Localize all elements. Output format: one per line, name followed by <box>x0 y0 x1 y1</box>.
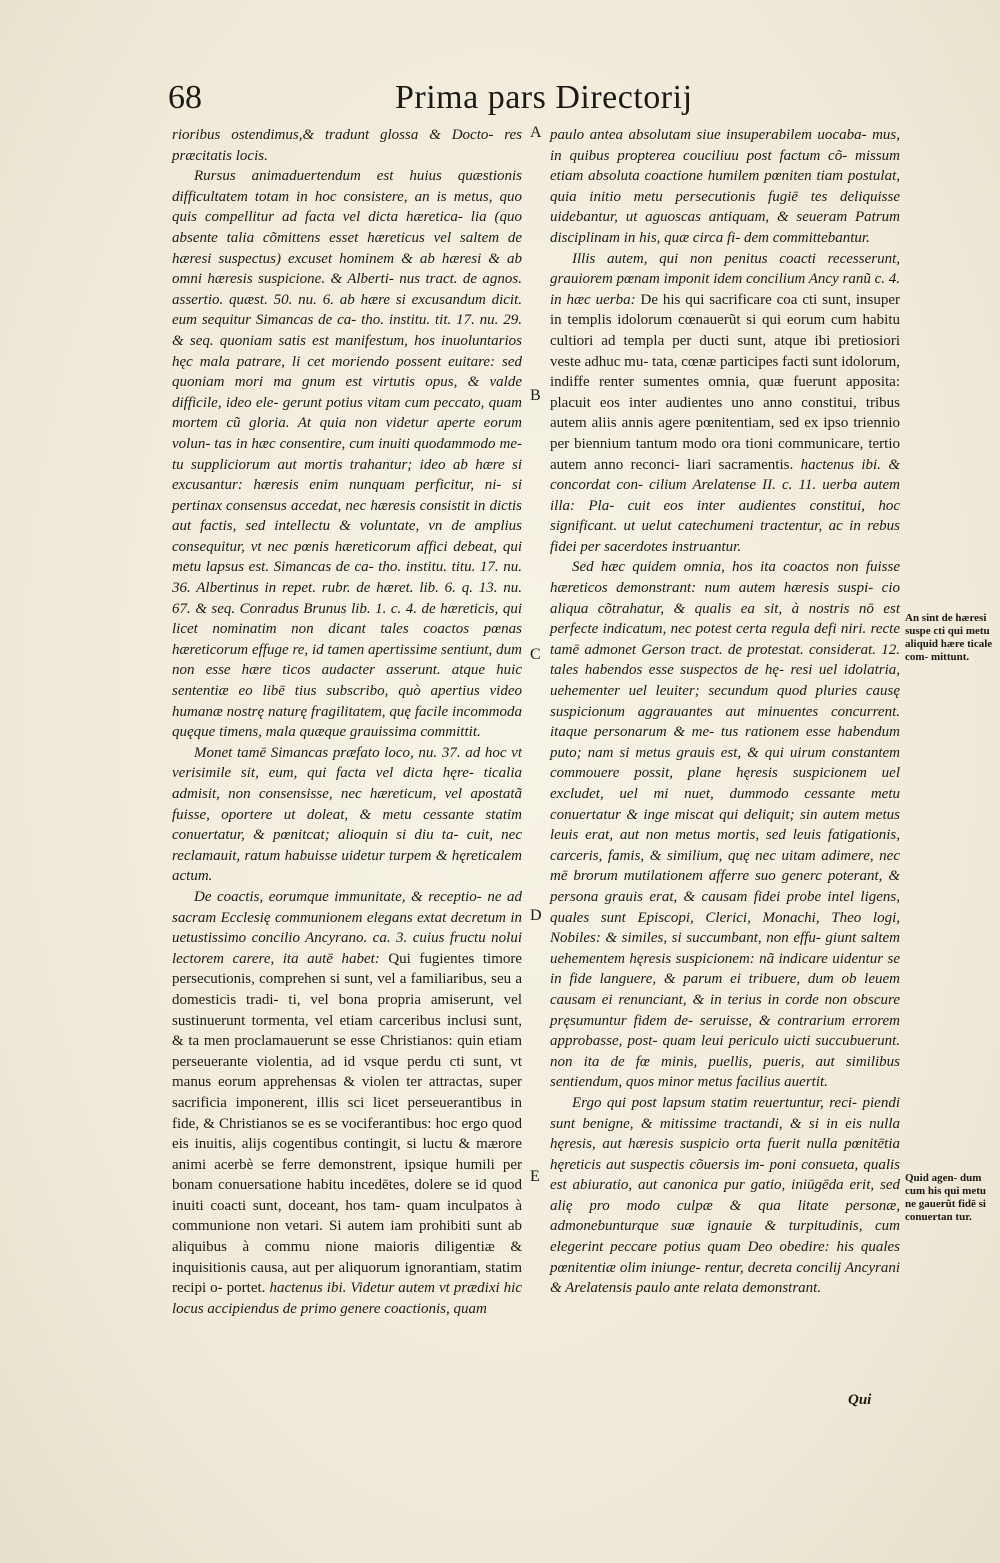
left-paragraph-2: Rursus animaduertendum est huius quæstionis difficultatem totam in hoc consistere, an is metus, quo quis compellitur ad facta vel dicta hæretica- lia (quo absente talia cõmittens esset hæreticus vel saltem de hæresi suspectus) excuset hominem & ab hæresi & ab omni hæresis suspicione. & Alberti- nus tract. de agnos. assertio. quæst. 50. nu. 6. ab hære si excusandum dicit. eum sequitur Simancas de ca- tho. institu. tit. 17. nu. 29. & seq. quoniam satis est manifestum, hos inuoluntarios hęc mala patrare, li cet moriendo possent euitare: sed quoniam mori ma gnum est virtutis opus, & valde difficile, ideo ele- gerunt potius vitam cum peccato, quam mortem cũ gloria. At quia non videtur aperte eorum volun- tas in hæc consentire, cum inuiti quodammodo me- tu suppliciorum aut mortis trahantur; ideo ab hære si excusantur: hæresis enim nunquam perficitur, ni- si pertinax consensus accedat, nec hæresis consistit in dictis aut factis, sed intellectu & voluntate, vn de amplius consequitur, vt nec pœnis hæreticorum affici debeat, qui metu lapsus est. Simancas de ca- tho. institu. titu. 17. nu. 36. Albertinus in repet. rubr. de hæret. lib. 6. q. 13. nu. 67. & seq. Conradus Brunus lib. 1. c. 4. de hæreticis, qui licet nominatim non dicant tales coactos pœnas hæreticorum effuge re, id tamen apertissime sentiunt, dum non esse hære ticos audacter asserunt. atque huic sententiæ eo libē tius subscribo, quò apertius video humanæ nostrę naturę fragilitatem, quę facile incommoda quęque timens, mala quæque grauissima committit. <box>172 168 522 741</box>
right-paragraph-2-intro: Illis autem, qui non penitus coacti recesserunt, grauiorem pœnam imponit idem concilium Ancy ranũ c. 4. in hæc uerba: <box>550 250 900 308</box>
marginal-gloss-1: An sint de hæresi suspe cti qui metu aliquid hære ticale com- mittunt. <box>905 612 993 663</box>
marginal-gloss-2: Quid agen- dum cum his qui metu ne gauerũt fidē si conuertan tur. <box>905 1172 986 1223</box>
section-letter-a: A <box>530 124 542 141</box>
section-letter-c: C <box>530 646 541 663</box>
right-paragraph-2-quote: De his qui sacrificare coa cti sunt, insuper in templis idolorum cœnauerũt si qui eorum cum habitu cultiori ad templa per ducti sunt, atque ibi pretiosiori veste adhuc mu- tata, cœnæ participes facti sunt idolorum, indiffe renter sumentes omnia, quæ fuerunt apposita: placuit eos inter audientes uno anno constitui, tribus autem aliis annis agere pœnitentiam, sed ex ipso triennio per biennium tantum modo ora tioni communicare, tertio autem anno reconci- liari sacramentis. <box>550 291 900 473</box>
left-paragraph-4-intro: De coactis, eorumque immunitate, & receptio- ne ad sacram Ecclesię communionem elegans extat decretum in uetustissimo concilio Ancyrano. ca. 3. cuius fructu nolui lectorem carere, ita autē habet: <box>172 888 522 967</box>
left-column <box>172 125 522 1319</box>
left-paragraph-1: rioribus ostendimus,& tradunt glossa & Docto- res præcitatis locis. <box>172 127 522 164</box>
running-head: Prima pars Directorij <box>395 79 693 116</box>
page-number: 68 <box>168 79 202 116</box>
catchword: Qui <box>848 1392 872 1408</box>
right-paragraph-2-tail: hactenus ibi. & concordat con- cilium Arelatense II. c. 11. uerba autem illa: Pla- cuit eos inter audientes constitui, hoc significant. ut uelut catechumeni tractentur, ac in rebus fidei per sacerdotes instruantur. <box>550 456 901 555</box>
section-letter-b: B <box>530 387 541 404</box>
left-paragraph-4 <box>172 887 522 1319</box>
right-column <box>550 125 900 1299</box>
section-letter-e: E <box>530 1168 540 1185</box>
left-paragraph-4-quote: Qui fugientes timore persecutionis, comprehen si sunt, vel a familiaribus, seu a domesticis tradi- ti, vel bona propria amiserunt, vel sustinuerunt tormenta, vel etiam carceribus inclusi sunt, & ta men proclamauerunt se esse Christianos: quin etiam perseuerante violentia, ad id vsque perdu cti sunt, vt manus eorum apprehensas & violen ter attractas, super sacrificia imponerent, illis sci licet perseuerantibus in fide, & Christianos se es se vociferantibus: hoc ergo quod eis inuitis, alijs cogentibus contingit, si luctu & mærore animi acerbè se ferre demonstrent, ipsique humili per bonam conuersatione habitu incedētes, dolere se id quod inuiti coacti sunt, doceant, hos tam- quam inculpatos à communione non vetari. Si autem iam prohibiti sunt ab aliquibus à commu nione maioris diligentiæ & inquisitionis causa, aut per aliquorum ignorantiam, statim recipi o- portet. <box>172 950 523 1297</box>
section-letter-d: D <box>530 907 542 924</box>
left-paragraph-3: Monet tamē Simancas præfato loco, nu. 37. ad hoc vt verisimile sit, eum, qui facta vel dicta hęre- ticalia admisit, non consensisse, nec hæreticum, vel apostatã fuisse, oportere ut doleat, & metu cessante statim conuertatur, & pœnitcat; alioquin si diu ta- cuit, nec reclamauit, ratum habuisse uidetur turpem & hęreticalem actum. <box>172 744 522 885</box>
right-paragraph-3: Sed hæc quidem omnia, hos ita coactos non fuisse hæreticos demonstrant: num autem hæresis suspi- cio aliqua cõtrahatur, & qualis ea sit, à nostris nō est perfecte indicatum, nec potest certa regula defi niri. recte tamē admonet Gerson tract. de protestat. considerat. 12. tales habendos esse suspectos de hę- resi uel idolatria, uehementer uel leuiter; secundum quod pluries causę suspicionum aggrauantes aut minuentes concurrent. itaque personarum & me- tus rationem esse habendum puto; nam si metus grauis est, & qui uirum constantem commouere possit, plane hęresis suspicionem uel excludet, uel mi nuet, dummodo cessante metu conuertatur & inge miscat qui deliquit; sin autem metus leuis erat, aut non metus mortis, sed leuis fatigationis, carceris, famis, & similium, quę nec uitam adimere, nec mē brorum mutilationem afferre suo generc poterant, & persona grauis erat, & causam fidei probe intel ligens, quales sunt Episcopi, Clerici, Monachi, Theo logi, Nobiles: & similes, si succumbant, non effu- giunt saltem uehementem hęresis suspicionem: nã indicare uidentur se in fide languere, & parum ei tribuere, dum ob leuem causam ei renunciant, & in terius in corde non obscure pręsumuntur fidem de- seruisse, & contrarium errorem approbasse, post- quam leui periculo uicti succubuerunt. non ita de fœ minis, puellis, pueris, aut similibus sentiendum, quos minor metus facilius auertit. <box>550 559 900 1091</box>
right-paragraph-2 <box>550 249 900 558</box>
right-paragraph-4: Ergo qui post lapsum statim reuertuntur, reci- piendi sunt benigne, & mitissime tractandi, & si in eis nulla hęresis, aut hæresis suspicio orta fuerit nulla pœnitētia hęreticis aut suspectis cõuersis im- poni consueta, qualis est abiuratio, aut canonica pur gatio, iniūgēda erit, sed alię pro modo culpæ & qua litate personæ, admonebunturque suæ ignauie & turpitudinis, cum elegerint peccare potius quam Deo obedire: his quales pœnitentiæ olim iniunge- rentur, decreta concilij Ancyrani & Arelatensis paulo ante relata demonstrant. <box>550 1094 900 1297</box>
right-paragraph-1: paulo antea absolutam siue insuperabilem uocaba- mus, in quibus propterea couciliuu post factum cõ- missum etiam absoluta coactione humilem pœniten tiam postulat, quia initio metu persecutionis fugiē tes deliquisse uidebantur, ut aguoscas antiquam, & seueram Patrum disciplinam in his, quæ circa fi- dem committebantur. <box>550 127 900 246</box>
left-paragraph-4-tail: hactenus ibi. Videtur autem vt prædixi hic locus accipiendus de primo genere coactionis, quam <box>172 1280 522 1317</box>
